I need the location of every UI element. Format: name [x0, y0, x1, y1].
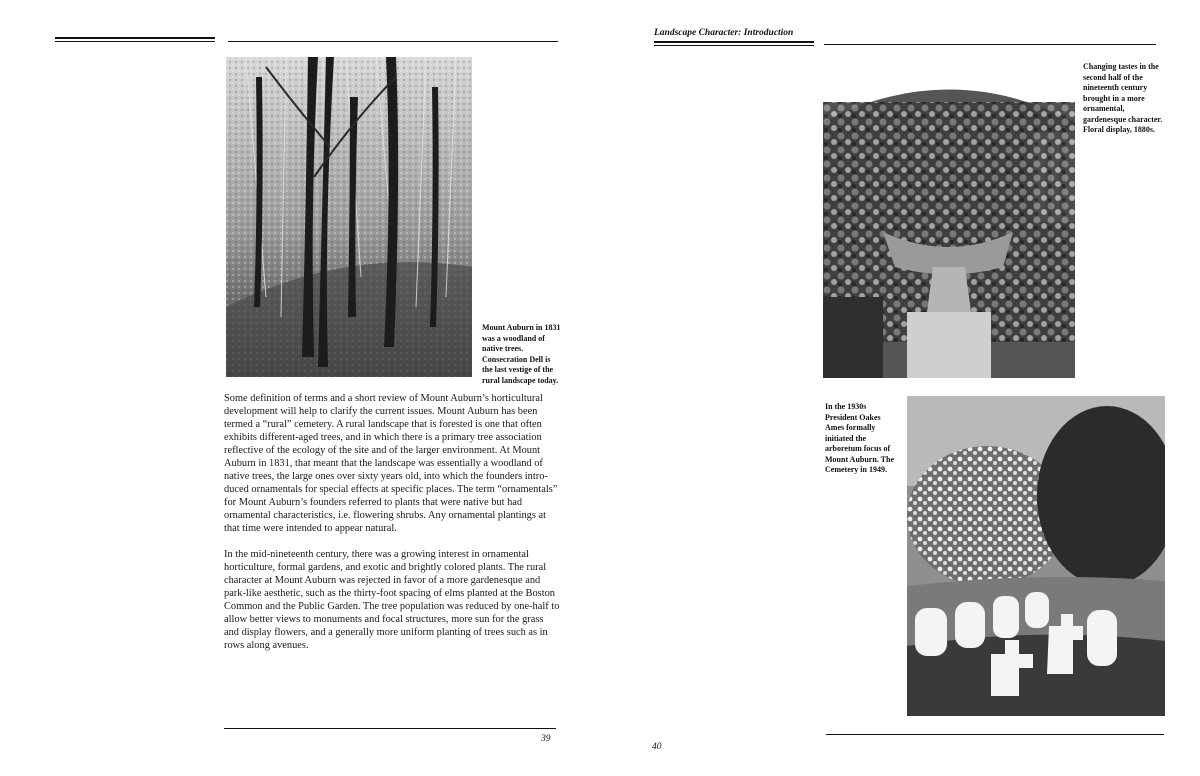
- floral-photo-caption: Changing tastes in the second half of the nineteenth century brought in a more ornamental, gardenesque character. Floral display, 1880s.: [1083, 62, 1163, 134]
- paragraph-2: In the mid-nineteenth century, there was a growing interest in ornamental horticulture, formal gardens, and exotic and brightly colored plants. The rural character at Mount Auburn was rejected in favor of a more gardenesque and park-like aesthetic, such as the thirty-foot spacing of elms planted at the Boston Common and the Public Garden. The tree population was reduced by one-half to allow better views to monuments and focal structures, more sun for the grass and display flowers, and a generally more uniform planting of trees such as in rows along avenues.: [224, 549, 560, 651]
- page-number-right: 40: [652, 742, 662, 752]
- paragraph-1: Some definition of terms and a short review of Mount Auburn’s horticultural development will help to clarify the current issues. Mount Auburn has been termed a “rural” cemetery. A rural landscape that is forested is one that often exhibits different-aged trees, and in which there is a primary tree association reflective of the ecology of the site and of the larger environment. At Mount Auburn in 1831, that meant that the landscape was essentially a woodland of native trees, the large ones over sixty years old, into which the founders intro-duced ornamentals for special effects at specific places. The term “ornamentals” for Mount Auburn’s founders referred to plants that were native but had ornamental characteristics, i.e. flowering shrubs. Any ornamental plantings at that time were intended to appear natural.: [224, 393, 558, 534]
- floral-urn-photo: [823, 62, 1075, 378]
- page-number-left: 39: [541, 734, 551, 744]
- left-footer-rule: [224, 728, 556, 729]
- cemetery-1949-photo: [907, 396, 1165, 716]
- right-double-rule-bottom: [654, 45, 814, 46]
- left-header-rule: [228, 41, 558, 42]
- forest-photo: [226, 57, 472, 377]
- forest-photo-caption: Mount Auburn in 1831 was a woodland of native trees. Consecration Dell is the last vestige of the rural landscape today.: [482, 323, 561, 385]
- left-double-rule-bottom: [55, 41, 215, 42]
- body-text: [224, 392, 560, 652]
- right-footer-rule: [826, 734, 1164, 735]
- arboretum-photo-caption: In the 1930s President Oakes Ames formally initiated the arboretum focus of Mount Auburn. The Cemetery in 1949.: [825, 402, 894, 474]
- running-head: Landscape Character: Introduction: [654, 28, 794, 38]
- right-double-rule-top: [654, 41, 814, 43]
- right-header-rule: [824, 44, 1156, 45]
- left-double-rule-top: [55, 37, 215, 39]
